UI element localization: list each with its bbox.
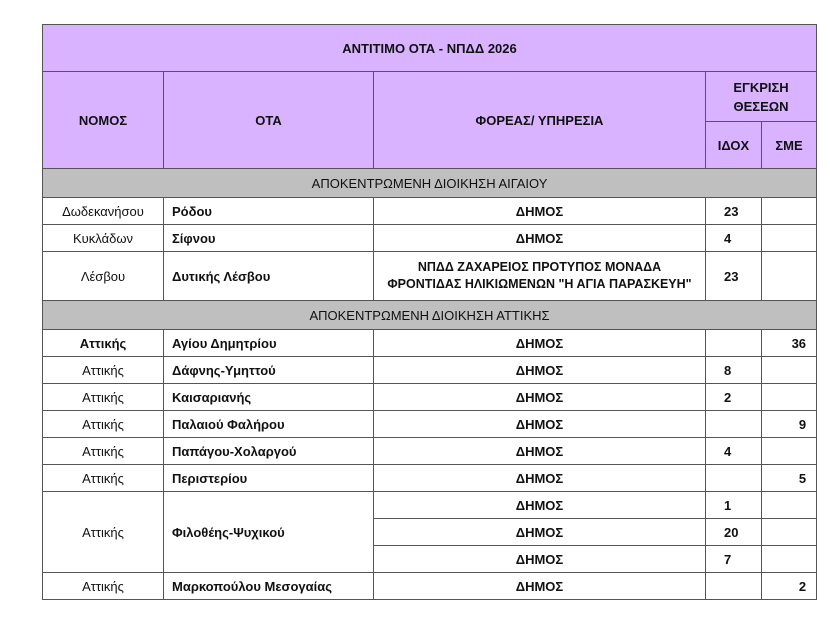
table-row (43, 225, 817, 252)
cell-foreas: ΔΗΜΟΣ (374, 465, 706, 492)
cell-foreas: ΔΗΜΟΣ (374, 519, 706, 546)
table-row (43, 198, 817, 225)
table-row (43, 252, 817, 301)
cell-foreas: ΝΠΔΔ ΖΑΧΑΡΕΙΟΣ ΠΡΟΤΥΠΟΣ ΜΟΝΑΔΑ ΦΡΟΝΤΙΔΑΣ ΗΛΙΚΙΩΜΕΝΩΝ "Η ΑΓΙΑ ΠΑΡΑΣΚΕΥΗ" (374, 252, 706, 301)
title-row (43, 25, 817, 72)
cell-foreas: ΔΗΜΟΣ (374, 225, 706, 252)
cell-sme (762, 384, 817, 411)
cell-foreas: ΔΗΜΟΣ (374, 384, 706, 411)
cell-idox: 20 (706, 519, 762, 546)
cell-sme: 5 (762, 465, 817, 492)
table-row (43, 573, 817, 600)
cell-idox (706, 465, 762, 492)
cell-foreas: ΔΗΜΟΣ (374, 573, 706, 600)
table-row (43, 330, 817, 357)
header-nomos: ΝΟΜΟΣ (43, 72, 164, 169)
positions-table (42, 24, 817, 600)
cell-idox: 2 (706, 384, 762, 411)
cell-idox: 7 (706, 546, 762, 573)
cell-sme (762, 519, 817, 546)
cell-ota: Δάφνης-Υμηττού (164, 357, 374, 384)
cell-idox: 1 (706, 492, 762, 519)
cell-ota: Ρόδου (164, 198, 374, 225)
cell-nomos: Αττικής (43, 384, 164, 411)
cell-idox: 4 (706, 438, 762, 465)
header-row (43, 72, 817, 122)
table-title: ΑΝΤΙΤΙΜΟ ΟΤΑ - ΝΠΔΔ 2026 (43, 25, 817, 72)
cell-sme (762, 252, 817, 301)
cell-ota: Αγίου Δημητρίου (164, 330, 374, 357)
cell-sme: 9 (762, 411, 817, 438)
cell-idox: 8 (706, 357, 762, 384)
table-row (43, 492, 817, 519)
cell-foreas: ΔΗΜΟΣ (374, 438, 706, 465)
cell-nomos: Αττικής (43, 573, 164, 600)
cell-sme: 2 (762, 573, 817, 600)
section-title: ΑΠΟΚΕΝΤΡΩΜΕΝΗ ΔΙΟΙΚΗΣΗ ΑΙΓΑΙΟΥ (43, 169, 817, 198)
cell-ota: Καισαριανής (164, 384, 374, 411)
cell-sme (762, 492, 817, 519)
section-title: ΑΠΟΚΕΝΤΡΩΜΕΝΗ ΔΙΟΙΚΗΣΗ ΑΤΤΙΚΗΣ (43, 301, 817, 330)
header-foreas: ΦΟΡΕΑΣ/ ΥΠΗΡΕΣΙΑ (374, 72, 706, 169)
table-row (43, 438, 817, 465)
cell-idox (706, 573, 762, 600)
cell-ota: Δυτικής Λέσβου (164, 252, 374, 301)
cell-idox: 4 (706, 225, 762, 252)
header-idox: ΙΔΟΧ (706, 122, 762, 169)
cell-ota: Μαρκοπούλου Μεσογαίας (164, 573, 374, 600)
cell-idox (706, 330, 762, 357)
cell-sme (762, 198, 817, 225)
cell-nomos: Αττικής (43, 411, 164, 438)
cell-ota: Σίφνου (164, 225, 374, 252)
cell-sme (762, 357, 817, 384)
cell-sme (762, 546, 817, 573)
cell-nomos: Κυκλάδων (43, 225, 164, 252)
cell-foreas: ΔΗΜΟΣ (374, 357, 706, 384)
cell-ota: Παπάγου-Χολαργού (164, 438, 374, 465)
table-row (43, 411, 817, 438)
header-egkrisi: ΕΓΚΡΙΣΗ ΘΕΣΕΩΝ (706, 72, 817, 122)
table-row (43, 465, 817, 492)
cell-foreas: ΔΗΜΟΣ (374, 330, 706, 357)
cell-foreas: ΔΗΜΟΣ (374, 546, 706, 573)
cell-nomos: Αττικής (43, 465, 164, 492)
section-row-attikis (43, 301, 817, 330)
table-row (43, 357, 817, 384)
cell-ota: Περιστερίου (164, 465, 374, 492)
cell-ota: Φιλοθέης-Ψυχικού (164, 492, 374, 573)
cell-nomos: Αττικής (43, 357, 164, 384)
cell-idox: 23 (706, 252, 762, 301)
cell-sme: 36 (762, 330, 817, 357)
cell-sme (762, 438, 817, 465)
cell-nomos: Αττικής (43, 330, 164, 357)
cell-nomos: Δωδεκανήσου (43, 198, 164, 225)
cell-idox (706, 411, 762, 438)
section-row-aigaiou (43, 169, 817, 198)
cell-idox: 23 (706, 198, 762, 225)
header-sme: ΣΜΕ (762, 122, 817, 169)
cell-ota: Παλαιού Φαλήρου (164, 411, 374, 438)
cell-nomos: Λέσβου (43, 252, 164, 301)
header-ota: ΟΤΑ (164, 72, 374, 169)
cell-foreas: ΔΗΜΟΣ (374, 492, 706, 519)
table-row (43, 384, 817, 411)
cell-sme (762, 225, 817, 252)
cell-foreas: ΔΗΜΟΣ (374, 411, 706, 438)
cell-nomos: Αττικής (43, 492, 164, 573)
cell-nomos: Αττικής (43, 438, 164, 465)
cell-foreas: ΔΗΜΟΣ (374, 198, 706, 225)
